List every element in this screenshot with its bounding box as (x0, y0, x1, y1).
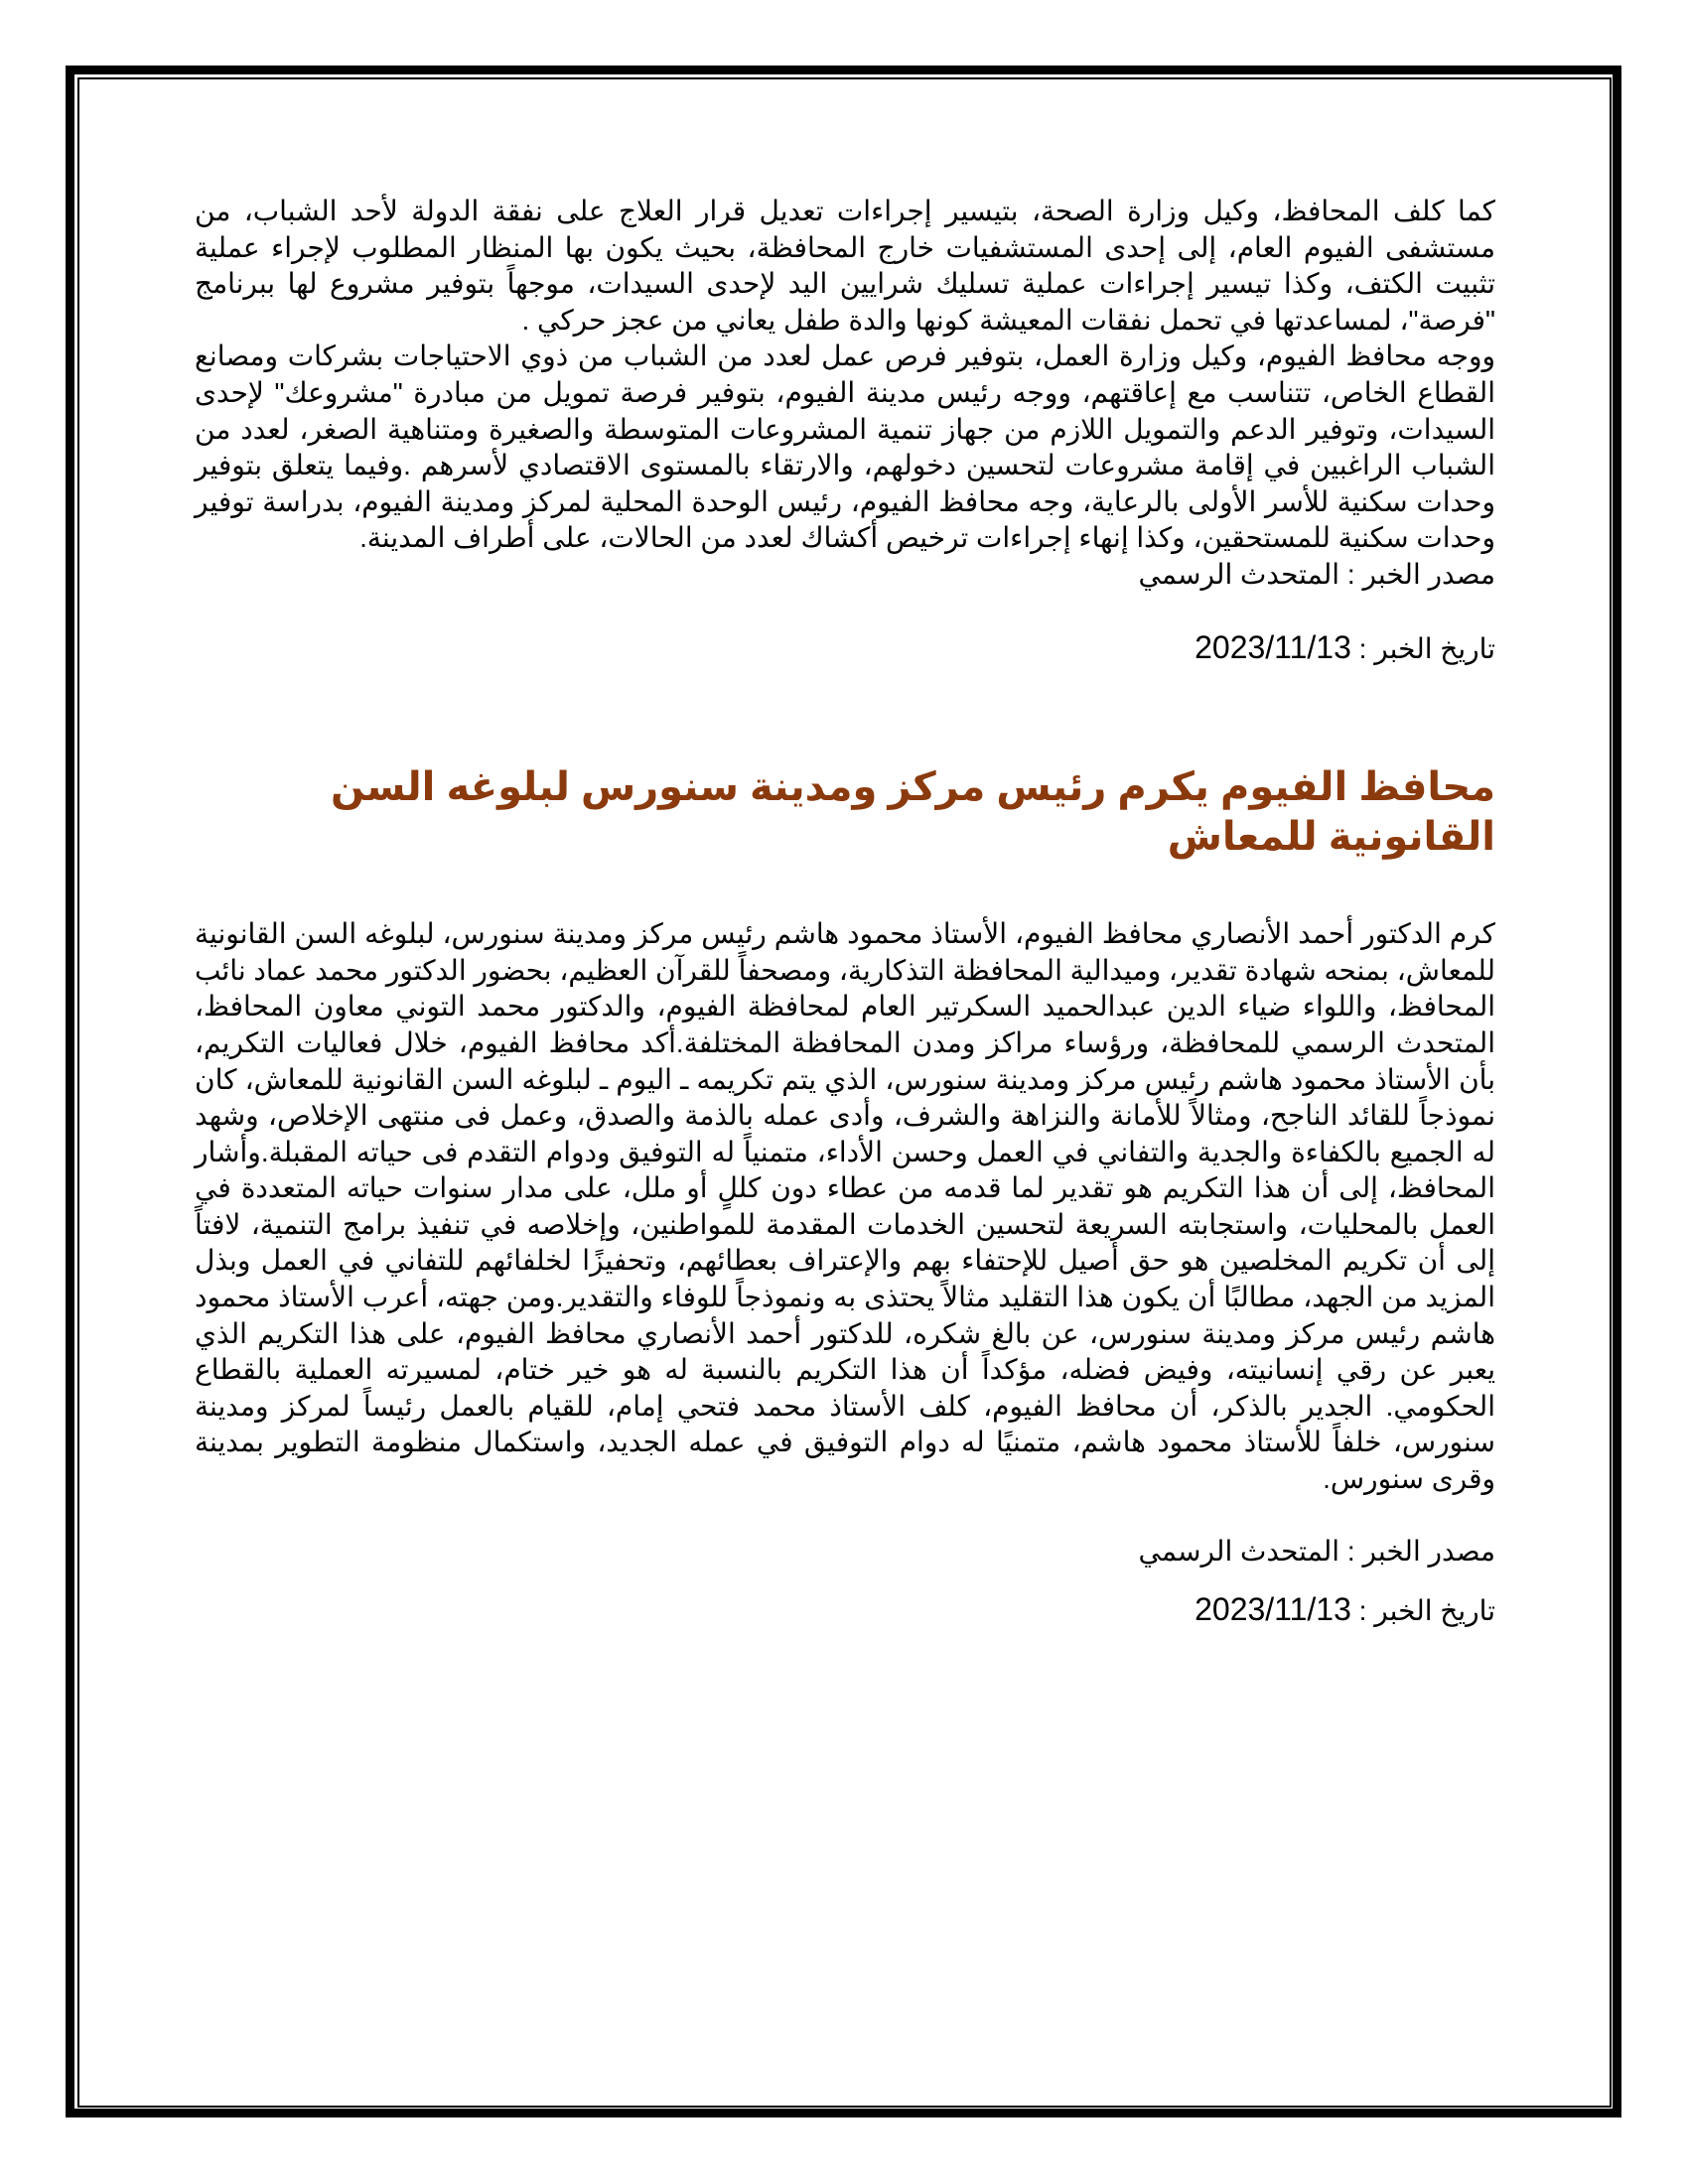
news-item-2 (195, 762, 1495, 1630)
news-date: تاريخ الخبر : 2023/11/13 (1195, 628, 1495, 665)
news-paragraph: ووجه محافظ الفيوم، وكيل وزارة العمل، بتوفير فرص عمل لعدد من الشباب من ذوي الاحتياجات بشركات ومصانع القطاع الخاص، تتناسب مع إعاقتهم، ووجه رئيس مدينة الفيوم، بتوفير فرصة تمويل من مبادرة "مشروعك" لإحدى السيدات، وتوفير الدعم والتمويل اللازم من جهاز تنمية المشروعات المتوسطة والصغيرة ومتناهية الصغر، لعدد من الشباب الراغبين في إقامة مشروعات لتحسين دخولهم، والارتقاء بالمستوى الاقتصادي لأسرهم .وفيما يتعلق بتوفير وحدات سكنية للأسر الأولى بالرعاية، وجه محافظ الفيوم، رئيس الوحدة المحلية لمركز ومدينة الفيوم، بدراسة توفير وحدات سكنية للمستحقين، وكذا إنهاء إجراءات ترخيص أكشاك لعدد من الحالات، على أطراف المدينة. (195, 341, 1495, 554)
news-title: محافظ الفيوم يكرم رئيس مركز ومدينة سنورس لبلوغه السن القانونية للمعاش (330, 765, 1495, 860)
news-date-value: 2023/11/13 (1195, 628, 1351, 665)
news-source-label: مصدر الخبر (1362, 1535, 1495, 1567)
news-paragraph: كما كلف المحافظ، وكيل وزارة الصحة، بتيسير إجراءات تعديل قرار العلاج على نفقة الدولة لأحد الشباب، من مستشفى الفيوم العام، إلى إحدى المستشفيات خارج المحافظة، بحيث يكون بها المنظار المطلوب لإجراء عملية تثبيت الكتف، وكذا تيسير إجراءات عملية تسليك شرايين اليد لإحدى السيدات، موجهاً بتوفير مشروع لها ببرنامج "فرصة"، لمساعدتها في تحمل نفقات المعيشة كونها والدة طفل يعاني من عجز حركي . (195, 196, 1495, 336)
news-date-label: تاريخ الخبر (1374, 632, 1495, 664)
news-date-label: تاريخ الخبر (1374, 1595, 1495, 1627)
news-paragraph: كرم الدكتور أحمد الأنصاري محافظ الفيوم، الأستاذ محمود هاشم رئيس مركز ومدينة سنورس، لبلوغه السن القانونية للمعاش، بمنحه شهادة تقدير، وميدالية المحافظة التذكارية، ومصحفاً للقرآن العظيم، بحضور الدكتور محمد عماد نائب المحافظ، واللواء ضياء الدين عبدالحميد السكرتير العام لمحافظة الفيوم، والدكتور محمد التوني معاون المحافظ، المتحدث الرسمي للمحافظة، ورؤساء مراكز ومدن المحافظة المختلفة.أكد محافظ الفيوم، خلال فعاليات التكريم، بأن الأستاذ محمود هاشم رئيس مركز ومدينة سنورس، الذي يتم تكريمه ـ اليوم ـ لبلوغه السن القانونية للمعاش، كان نموذجاً للقائد الناجح، ومثالاً للأمانة والنزاهة والشرف، وأدى عمله بالذمة والصدق، وعمل فى منتهى الإخلاص، وشهد له الجميع بالكفاءة والجدية والتفاني في العمل وحسن الأداء، متمنياً له التوفيق ودوام التقدم فى حياته المقبلة.وأشار المحافظ، إلى أن هذا التكريم هو تقدير لما قدمه من عطاء دون كللٍ أو ملل، على مدار سنوات حياته المتعددة في العمل بالمحليات، واستجابته السريعة لتحسين الخدمات المقدمة للمواطنين، وإخلاصه في تنفيذ برامج التنمية، لافتاً إلى أن تكريم المخلصين هو حق أصيل للإحتفاء بهم والإعتراف بعطائهم، وتحفيزًا لخلفائهم للتفاني في العمل وبذل المزيد من الجهد، مطالبًا أن يكون هذا التقليد مثالاً يحتذى به ونموذجاً للوفاء والتقدير.ومن جهته، أعرب الأستاذ محمود هاشم رئيس مركز ومدينة سنورس، عن بالغ شكره، للدكتور أحمد الأنصاري محافظ الفيوم، على هذا التكريم الذي يعبر عن رقي إنسانيته، وفيض فضله، مؤكداً أن هذا التكريم بالنسبة له هو خير ختام، لمسيرته العملية بالقطاع الحكومي. الجدير بالذكر، أن محافظ الفيوم، كلف الأستاذ محمد فتحي إمام، للقيام بالعمل رئيساً لمركز ومدينة سنورس، خلفاً للأستاذ محمود هاشم، متمنيًا له دوام التوفيق في عمله الجديد، واستكمال منظومة التطوير بمدينة وقرى سنورس. (195, 918, 1495, 1495)
news-source: مصدر الخبر : المتحدث الرسمي (1138, 558, 1495, 590)
document-page (195, 194, 1495, 1630)
news-source-value: المتحدث الرسمي (1138, 558, 1340, 590)
news-source-label: مصدر الخبر (1362, 558, 1495, 590)
news-date: تاريخ الخبر : 2023/11/13 (1195, 1591, 1495, 1628)
news-source: مصدر الخبر : المتحدث الرسمي (1138, 1535, 1495, 1567)
news-date-value: 2023/11/13 (1195, 1591, 1351, 1628)
news-item-1 (195, 194, 1495, 667)
news-source-value: المتحدث الرسمي (1138, 1535, 1340, 1567)
